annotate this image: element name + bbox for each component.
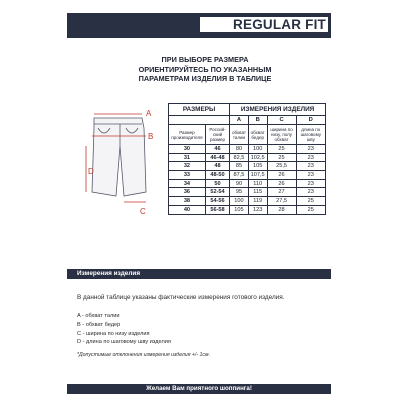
- cell: 100: [248, 145, 267, 154]
- table-row: [169, 188, 326, 197]
- cell: 25: [296, 205, 325, 214]
- table-row: [169, 171, 326, 180]
- cell: 110: [248, 179, 267, 188]
- sketch-label-d: D: [88, 167, 94, 176]
- cell: 105: [248, 162, 267, 171]
- col-b: обхват бедер: [248, 125, 267, 145]
- cell: 23: [296, 162, 325, 171]
- letter-c: C: [267, 116, 296, 125]
- cell: 31: [169, 153, 206, 162]
- cell: 23: [296, 153, 325, 162]
- cell: 26: [267, 179, 296, 188]
- cell: 27: [267, 188, 296, 197]
- sketch-label-a: A: [146, 109, 152, 118]
- col-d: длина по шаговому шву: [296, 125, 325, 145]
- cell: 115: [248, 188, 267, 197]
- cell: 119: [248, 197, 267, 206]
- cell: 30: [169, 145, 206, 154]
- cell: 23: [296, 188, 325, 197]
- cell: 36: [169, 188, 206, 197]
- legend-item: A - обхват талии: [77, 313, 120, 319]
- cell: 46-48: [205, 153, 229, 162]
- cell: 102,5: [248, 153, 267, 162]
- col-c: ширина по низу, полу обхват: [267, 125, 296, 145]
- cell: 25: [267, 153, 296, 162]
- legend-item: D - длина по шаговому шву изделия: [77, 339, 171, 346]
- cell: 105: [230, 205, 249, 214]
- section-title: Измерения изделия: [77, 270, 141, 277]
- cell: 56-58: [205, 205, 229, 214]
- header-sizes: РАЗМЕРЫ: [169, 104, 230, 116]
- table-row: [169, 145, 326, 154]
- cell: 40: [169, 205, 206, 214]
- brand-title: REGULAR FIT: [200, 17, 328, 32]
- cell: 23: [296, 179, 325, 188]
- col-ru-size: Россий-ский размер: [205, 125, 229, 145]
- legend-item: C - ширина по низу изделия: [77, 330, 150, 337]
- table-row: [169, 197, 326, 206]
- letter-b: B: [248, 116, 267, 125]
- measurement-legend: [77, 312, 171, 347]
- table-row: [169, 162, 326, 171]
- sketch-label-c: C: [140, 207, 146, 216]
- col-maker-size: Размер производителя: [169, 125, 206, 145]
- letters-spacer: [169, 116, 230, 125]
- cell: 48-50: [205, 171, 229, 180]
- instruction-line: ОРИЕНТИРУЙТЕСЬ ПО УКАЗАННЫМ: [138, 64, 272, 74]
- shorts-sketch: [80, 106, 160, 236]
- cell: 80: [230, 145, 249, 154]
- cell: 107,5: [248, 171, 267, 180]
- size-table: [168, 103, 326, 215]
- cell: 85: [230, 162, 249, 171]
- table-row: [169, 179, 326, 188]
- cell: 95: [230, 188, 249, 197]
- legend-item: B - обхват бедер: [77, 321, 121, 328]
- cell: 34: [169, 179, 206, 188]
- cell: 26: [267, 171, 296, 180]
- letter-a: A: [230, 116, 249, 125]
- cell: 28: [267, 205, 296, 214]
- cell: 25: [296, 197, 325, 206]
- footer-text: Желаем Вам приятного шоппинга!: [146, 385, 252, 392]
- cell: 52-54: [205, 188, 229, 197]
- cell: 90: [230, 179, 249, 188]
- table-row: [169, 153, 326, 162]
- table-row: [169, 205, 326, 214]
- cell: 82,5: [230, 153, 249, 162]
- cell: 25,5: [267, 162, 296, 171]
- cell: 100: [230, 197, 249, 206]
- cell: 54-56: [205, 197, 229, 206]
- instruction-line: ПАРАМЕТРАМ ИЗДЕЛИЯ В ТАБЛИЦЕ: [138, 74, 272, 84]
- tolerance-note: *Допустимые отклонения измерения изделия +/- 1см.: [77, 352, 211, 358]
- cell: 50: [205, 179, 229, 188]
- cell: 87,5: [230, 171, 249, 180]
- letter-d: D: [296, 116, 325, 125]
- cell: 33: [169, 171, 206, 180]
- description: В данной таблице указаны фактические измерения готового изделия.: [77, 294, 285, 301]
- cell: 48: [205, 162, 229, 171]
- cell: 27,5: [267, 197, 296, 206]
- cell: 38: [169, 197, 206, 206]
- cell: 23: [296, 145, 325, 154]
- instruction-line: ПРИ ВЫБОРЕ РАЗМЕРА: [161, 55, 249, 64]
- cell: 46: [205, 145, 229, 154]
- col-a: обхват талии: [230, 125, 249, 145]
- sketch-label-b: B: [148, 132, 154, 141]
- cell: 32: [169, 162, 206, 171]
- cell: 123: [248, 205, 267, 214]
- header-measures: ИЗМЕРЕНИЯ ИЗДЕЛИЯ: [230, 104, 326, 116]
- cell: 25: [267, 145, 296, 154]
- cell: 23: [296, 171, 325, 180]
- size-instruction: [120, 55, 290, 84]
